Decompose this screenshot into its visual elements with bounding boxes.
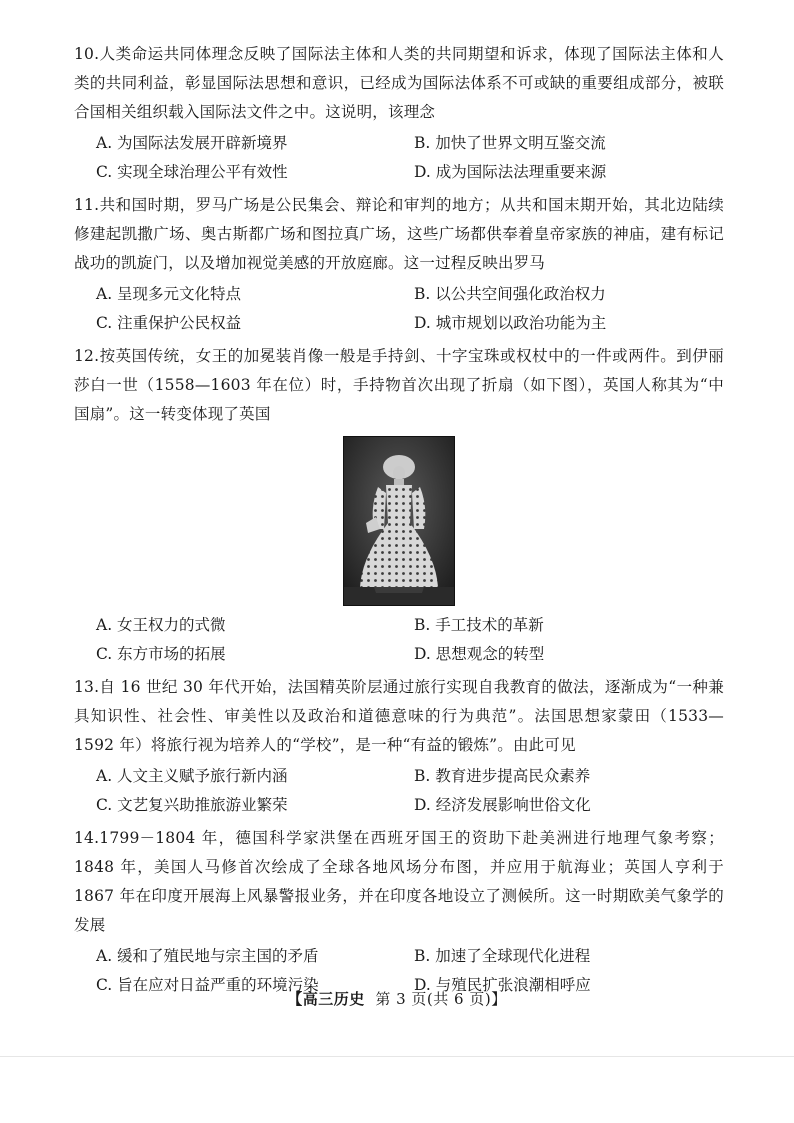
question-number: 11. — [74, 196, 100, 214]
option-a: A. 缓和了殖民地与宗主国的矛盾 — [96, 947, 319, 965]
question-stem — [74, 40, 724, 127]
question-number: 14. — [74, 829, 100, 847]
option-c: C. 旨在应对日益严重的环境污染 — [96, 976, 319, 994]
portrait-drawing — [344, 437, 454, 605]
option-a: A. 呈现多元文化特点 — [96, 285, 242, 303]
option-b: B. 以公共空间强化政治权力 — [414, 285, 606, 303]
question-14 — [74, 824, 724, 1000]
question-11 — [74, 191, 724, 338]
option-a: A. 女王权力的式微 — [96, 616, 226, 634]
question-stem — [74, 673, 724, 760]
option-group — [74, 280, 724, 338]
option-c: C. 注重保护公民权益 — [96, 314, 242, 332]
elizabeth-portrait-image — [344, 437, 454, 605]
option-group — [74, 611, 724, 669]
question-text: 共和国时期，罗马广场是公民集会、辩论和审判的地方；从共和国末期开始，其北边陆续修建起凯撒广场、奥古斯都广场和图拉真广场，这些广场都供奉着皇帝家族的神庙，建有标记战功的凯旋门，以及增加视觉美感的开放庭廊。这一过程反映出罗马 — [74, 196, 724, 272]
option-b: B. 教育进步提高民众素养 — [414, 767, 591, 785]
option-group — [74, 762, 724, 820]
option-b: B. 手工技术的革新 — [414, 616, 544, 634]
option-d: D. 思想观念的转型 — [414, 645, 545, 663]
question-number: 10. — [74, 45, 100, 63]
question-stem — [74, 824, 724, 940]
option-d: D. 经济发展影响世俗文化 — [414, 796, 591, 814]
question-10 — [74, 40, 724, 187]
footer-page-number: 第 3 页(共 6 页)】 — [375, 990, 507, 1008]
question-number: 12. — [74, 347, 100, 365]
question-text: 自 16 世纪 30 年代开始，法国精英阶层通过旅行实现自我教育的做法，逐渐成为“一种兼具知识性、社会性、审美性以及政治和道德意味的行为典范”。法国思想家蒙田（1533—1592 年）将旅行视为培养人的“学校”，是一种“有益的锻炼”。由此可见 — [74, 678, 724, 754]
page-footer — [0, 988, 794, 1009]
option-d: D. 城市规划以政治功能为主 — [414, 314, 607, 332]
question-stem — [74, 342, 724, 429]
question-13 — [74, 673, 724, 820]
footer-subject: 【高三历史 — [287, 990, 365, 1008]
question-stem — [74, 191, 724, 278]
option-b: B. 加速了全球现代化进程 — [414, 947, 591, 965]
option-c: C. 东方市场的拓展 — [96, 645, 226, 663]
question-list — [74, 40, 724, 1004]
question-number: 13. — [74, 678, 100, 696]
option-c: C. 文艺复兴助推旅游业繁荣 — [96, 796, 288, 814]
question-text: 按英国传统，女王的加冕装肖像一般是手持剑、十字宝珠或权杖中的一件或两件。到伊丽莎白一世（1558—1603 年在位）时，手持物首次出现了折扇（如下图），英国人称其为“中国扇”。这一转变体现了英国 — [74, 347, 724, 423]
option-a: A. 为国际法发展开辟新境界 — [96, 134, 288, 152]
option-a: A. 人文主义赋予旅行新内涵 — [96, 767, 288, 785]
scan-edge-divider — [0, 1056, 794, 1057]
option-c: C. 实现全球治理公平有效性 — [96, 163, 288, 181]
question-text: 1799－1804 年，德国科学家洪堡在西班牙国王的资助下赴美洲进行地理气象考察；1848 年，美国人马修首次绘成了全球各地风场分布图，并应用于航海业；英国人亨利于 1867 年在印度开展海上风暴警报业务，并在印度各地设立了测候所。这一时期欧美气象学的发展 — [74, 829, 724, 934]
question-12 — [74, 342, 724, 669]
option-group — [74, 129, 724, 187]
option-d: D. 成为国际法法理重要来源 — [414, 163, 607, 181]
question-text: 人类命运共同体理念反映了国际法主体和人类的共同期望和诉求，体现了国际法主体和人类的共同利益，彰显国际法思想和意识，已经成为国际法体系不可或缺的重要组成部分，被联合国相关组织载入国际法文件之中。这说明，该理念 — [74, 45, 724, 121]
option-b: B. 加快了世界文明互鉴交流 — [414, 134, 606, 152]
option-d: D. 与殖民扩张浪潮相呼应 — [414, 976, 591, 994]
figure-container — [74, 437, 724, 605]
